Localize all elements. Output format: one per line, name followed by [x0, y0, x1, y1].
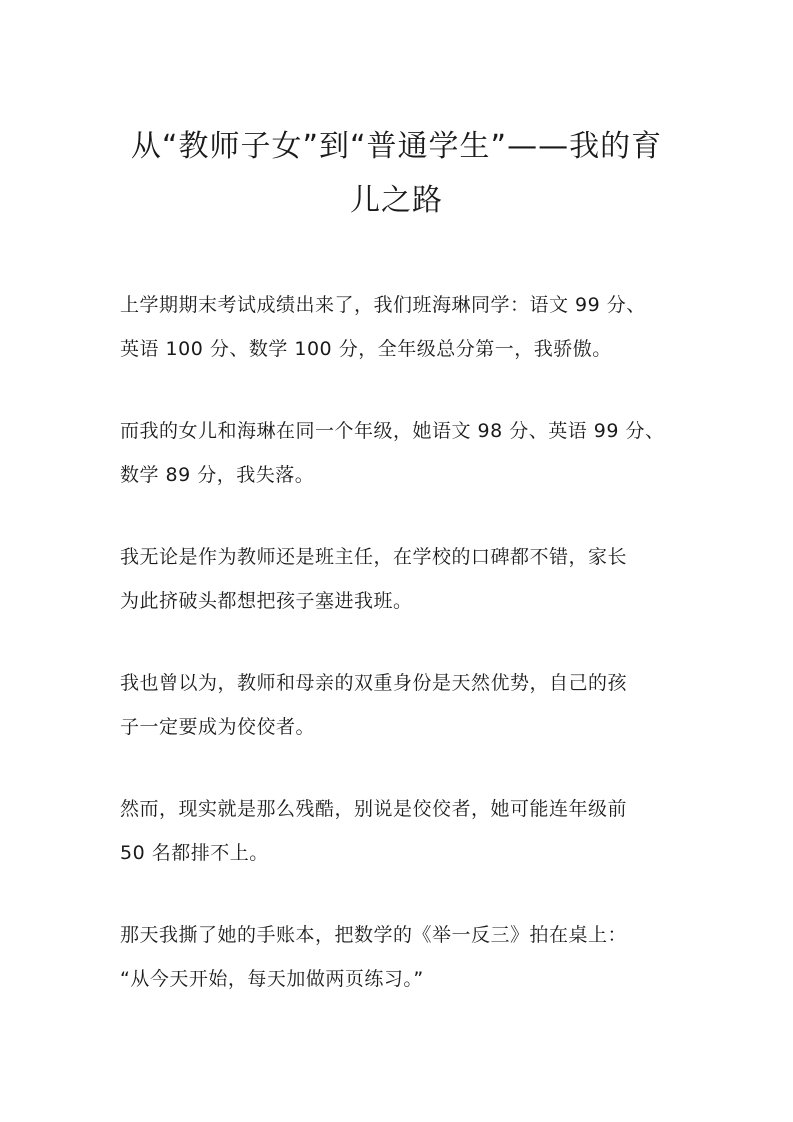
paragraph-line: “从今天开始，每天加做两页练习。”: [120, 968, 424, 990]
paragraph-6: [120, 913, 680, 1001]
paragraph-1: [120, 283, 680, 371]
paragraph-line: 我无论是作为教师还是班主任，在学校的口碑都不错，家长: [120, 546, 628, 568]
paragraph-line: 为此挤破头都想把孩子塞进我班。: [120, 590, 413, 612]
document-title: [110, 120, 683, 228]
paragraph-line: 然而，现实就是那么残酷，别说是佼佼者，她可能连年级前: [120, 798, 628, 820]
paragraph-line: 50 名都排不上。: [120, 842, 269, 864]
paragraph-4: [120, 661, 680, 749]
paragraph-line: 上学期期末考试成绩出来了，我们班海琳同学：语文 99 分、: [120, 294, 646, 316]
title-line: 从“教师子女”到“普通学生”——我的育: [130, 129, 663, 164]
paragraph-line: 我也曾以为，教师和母亲的双重身份是天然优势，自己的孩: [120, 672, 628, 694]
paragraph-5: [120, 787, 680, 875]
title-line: 儿之路: [350, 183, 443, 218]
paragraph-2: [120, 409, 680, 497]
paragraph-line: 英语 100 分、数学 100 分，全年级总分第一，我骄傲。: [120, 338, 612, 360]
paragraph-line: 数学 89 分，我失落。: [120, 464, 315, 486]
paragraph-line: 那天我撕了她的手账本，把数学的《举一反三》拍在桌上：: [120, 924, 628, 946]
paragraph-line: 子一定要成为佼佼者。: [120, 716, 316, 738]
paragraph-line: 而我的女儿和海琳在同一个年级，她语文 98 分、英语 99 分、: [120, 420, 665, 442]
paragraph-3: [120, 535, 680, 623]
